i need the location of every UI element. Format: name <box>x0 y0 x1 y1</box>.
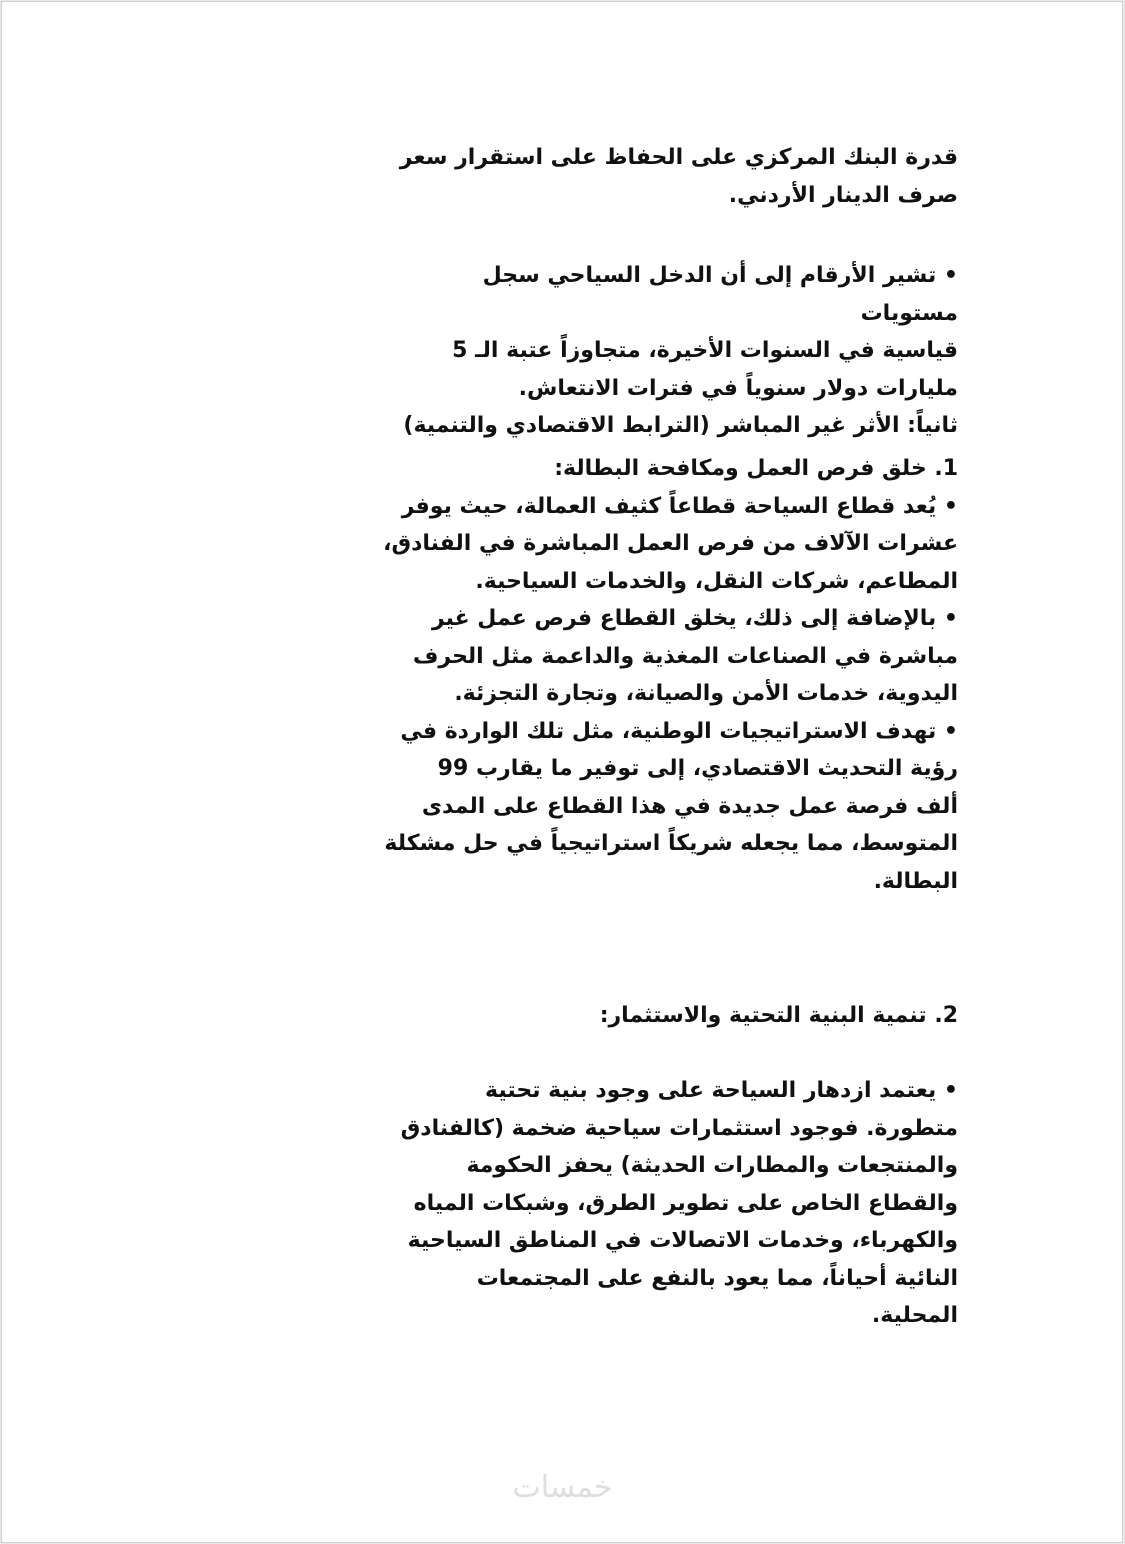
text-line: • يُعد قطاع السياحة قطاعاً كثيف العمالة، حيث يوفر <box>401 493 958 519</box>
text-line: • تهدف الاستراتيجيات الوطنية، مثل تلك الواردة في <box>400 718 958 744</box>
text-line: عشرات الآلاف من فرص العمل المباشرة في الفنادق، <box>383 531 958 556</box>
text-line: ألف فرصة عمل جديدة في هذا القطاع على المدى <box>421 793 958 819</box>
text-line: والمنتجعات والمطارات الحديثة) يحفز الحكومة <box>466 1153 958 1178</box>
text-line: مليارات دولار سنوياً في فترات الانتعاش. <box>518 375 958 401</box>
text-line: • تشير الأرقام إلى أن الدخل السياحي سجل مستويات <box>482 263 958 326</box>
text-line: • بالإضافة إلى ذلك، يخلق القطاع فرص عمل غير <box>431 606 958 631</box>
section-heading-infrastructure: 2. تنمية البنية التحتية والاستثمار: <box>599 1003 958 1028</box>
text-line: البطالة. <box>873 868 958 894</box>
text-line: والقطاع الخاص على تطوير الطرق، وشبكات المياه <box>413 1190 958 1216</box>
section-title-indirect-impact: ثانياً: الأثر غير المباشر (الترابط الاقتصادي والتنمية) <box>403 413 958 438</box>
text-line: • يعتمد ازدهار السياحة على وجود بنية تحتية <box>485 1078 958 1103</box>
text-line: المطاعم، شركات النقل، والخدمات السياحية. <box>475 568 958 594</box>
document-page <box>1 1 1123 1543</box>
text-line: رؤية التحديث الاقتصادي، إلى توفير ما يقارب 99 <box>437 756 958 781</box>
section-heading-employment: 1. خلق فرص العمل ومكافحة البطالة: <box>554 456 958 481</box>
text-line: المتوسط، مما يجعله شريكاً استراتيجياً في حل مشكلة <box>384 831 958 856</box>
paragraph-infrastructure <box>382 1072 958 1335</box>
section-employment <box>382 450 958 900</box>
watermark-logo: خمسات <box>512 1470 613 1505</box>
text-line: مباشرة في الصناعات المغذية والداعمة مثل الحرف <box>412 643 958 669</box>
text-line: المحلية. <box>871 1303 958 1328</box>
paragraph-tourism-income <box>382 257 958 445</box>
paragraph-exchange-rate <box>382 139 958 214</box>
text-line: صرف الدينار الأردني. <box>728 182 958 208</box>
text-line: اليدوية، خدمات الأمن والصيانة، وتجارة التجزئة. <box>454 681 958 706</box>
text-line: والكهرباء، وخدمات الاتصالات في المناطق السياحية <box>407 1228 958 1253</box>
text-line: النائية أحياناً، مما يعود بالنفع على المجتمعات <box>476 1265 958 1291</box>
text-line: قياسية في السنوات الأخيرة، متجاوزاً عتبة الـ 5 <box>452 338 958 363</box>
text-line: قدرة البنك المركزي على الحفاظ على استقرار سعر <box>399 145 958 170</box>
section-infrastructure <box>382 997 958 1035</box>
text-line: متطورة. فوجود استثمارات سياحية ضخمة (كالفنادق <box>400 1115 958 1141</box>
